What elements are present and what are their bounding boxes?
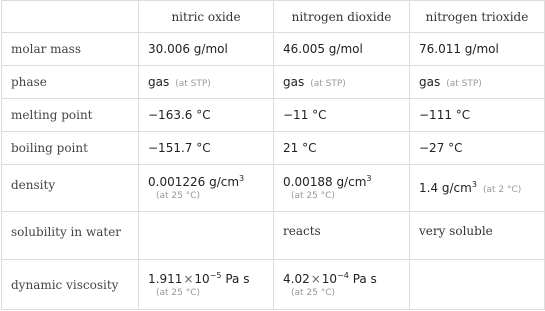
melting-point-nitrogen-trioxide: −111 °C: [410, 99, 545, 132]
phase-nitric-oxide: [139, 66, 274, 99]
boiling-point-nitrogen-dioxide: 21 °C: [274, 132, 410, 165]
table-row-phase: [2, 66, 545, 99]
viscosity-base: 10: [321, 271, 338, 286]
phase-note: (at STP): [175, 79, 211, 89]
header-row: [2, 1, 545, 33]
phase-note: (at STP): [446, 79, 482, 89]
boiling-point-nitric-oxide: −151.7 °C: [139, 132, 274, 165]
viscosity-mantissa: 1.911: [148, 271, 183, 286]
row-label-boiling-point: boiling point: [2, 132, 139, 165]
row-label-density: density: [2, 165, 139, 212]
viscosity-unit: Pa s: [225, 271, 250, 286]
times-sign: ×: [310, 271, 321, 286]
density-nitric-oxide: [139, 165, 274, 212]
table-row-solubility: [2, 212, 545, 260]
density-exponent: 3: [471, 180, 477, 189]
row-label-viscosity: dynamic viscosity: [2, 260, 139, 310]
melting-point-nitric-oxide: −163.6 °C: [139, 99, 274, 132]
density-note: (at 25 °C): [156, 191, 201, 201]
row-label-solubility: solubility in water: [2, 212, 139, 260]
header-nitrogen-trioxide: nitrogen trioxide: [410, 1, 545, 33]
solubility-nitrogen-trioxide: very soluble: [410, 212, 545, 260]
phase-note: (at STP): [310, 79, 346, 89]
molar-mass-nitrogen-dioxide: 46.005 g/mol: [274, 33, 410, 66]
table-row-boiling-point: [2, 132, 545, 165]
boiling-point-nitrogen-trioxide: −27 °C: [410, 132, 545, 165]
phase-nitrogen-dioxide: [274, 66, 410, 99]
density-exponent: 3: [239, 174, 245, 183]
viscosity-exponent: −5: [209, 270, 222, 280]
properties-table: [1, 0, 545, 310]
melting-point-nitrogen-dioxide: −11 °C: [274, 99, 410, 132]
solubility-nitric-oxide: [139, 212, 274, 260]
header-nitrogen-dioxide: nitrogen dioxide: [274, 1, 410, 33]
viscosity-note: (at 25 °C): [291, 287, 336, 298]
viscosity-nitrogen-trioxide: [410, 260, 545, 310]
density-exponent: 3: [366, 174, 372, 183]
table-row-melting-point: [2, 99, 545, 132]
times-sign: ×: [183, 271, 194, 286]
table-row-molar-mass: [2, 33, 545, 66]
molar-mass-nitrogen-trioxide: 76.011 g/mol: [410, 33, 545, 66]
molar-mass-nitric-oxide: 30.006 g/mol: [139, 33, 274, 66]
header-nitric-oxide: nitric oxide: [139, 1, 274, 33]
viscosity-base: 10: [194, 271, 210, 286]
density-value: 0.00188 g/cm: [283, 175, 367, 189]
viscosity-nitric-oxide: [139, 260, 274, 310]
phase-value: gas: [283, 75, 305, 89]
row-label-melting-point: melting point: [2, 99, 139, 132]
viscosity-exponent: −4: [337, 270, 349, 280]
viscosity-unit: Pa s: [352, 271, 377, 286]
row-label-molar-mass: molar mass: [2, 33, 139, 66]
viscosity-mantissa: 4.02: [283, 271, 310, 286]
density-nitrogen-trioxide: [410, 165, 545, 212]
density-value: 0.001226 g/cm: [148, 175, 240, 189]
table-row-viscosity: [2, 260, 545, 310]
phase-value: gas: [148, 75, 170, 89]
row-label-phase: phase: [2, 66, 139, 99]
density-note: (at 25 °C): [291, 191, 336, 201]
density-value: 1.4 g/cm: [419, 181, 472, 195]
corner-cell: [2, 1, 139, 33]
phase-value: gas: [419, 75, 441, 89]
table-row-density: [2, 165, 545, 212]
solubility-nitrogen-dioxide: reacts: [274, 212, 410, 260]
viscosity-note: (at 25 °C): [156, 287, 201, 298]
density-nitrogen-dioxide: [274, 165, 410, 212]
viscosity-nitrogen-dioxide: [274, 260, 410, 310]
density-note: (at 2 °C): [482, 185, 522, 195]
phase-nitrogen-trioxide: [410, 66, 545, 99]
